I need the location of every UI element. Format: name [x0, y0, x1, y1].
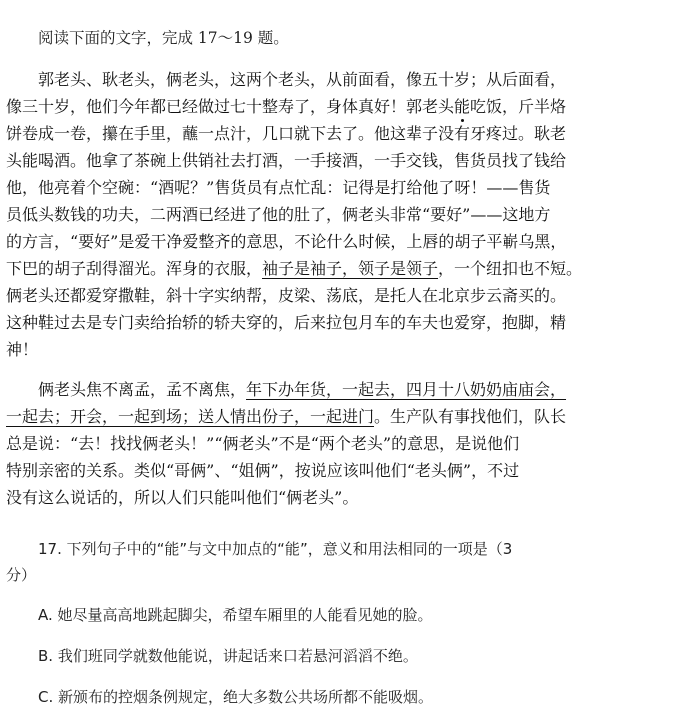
underlined-text: 袖子是袖子，领子是领子	[262, 259, 439, 278]
passage-line: 员低头数钱的功夫，二两酒已经进了他的肚了，俩老头非常“要好”——这地方	[6, 205, 551, 224]
passage-line: 特别亲密的关系。类似“哥俩”、“姐俩”，按说应该叫他们“老头俩”，不过	[6, 461, 520, 480]
passage-line: 总是说：“去！找找俩老头！”“俩老头”不是“两个老头”的意思，是说他们	[6, 434, 520, 453]
passage-line: 没有这么说话的，所以人们只能叫他们“俩老头”。	[6, 488, 359, 507]
question-stem-cont: 分）	[6, 566, 37, 584]
option-a: A. 她尽量高高地跳起脚尖，希望车厢里的人能看见她的脸。	[38, 606, 433, 624]
passage-text: 吃饭，斤半烙	[470, 97, 567, 116]
underlined-text: 一起去；开会，一起到场；送人情出份子，一起进门	[6, 407, 375, 426]
passage-line	[6, 403, 566, 430]
passage-line: 的方言，“要好”是爱干净爱整齐的意思，不论什么时候，上唇的胡子平嶄乌黑，	[6, 232, 567, 251]
instruction-title: 阅读下面的文字，完成 17～19 题。	[38, 29, 289, 47]
passage-text: 俩老头焦不离孟，孟不离焦，	[38, 380, 247, 399]
option-b: B. 我们班同学就数他能说，讲起话来口若悬河滔滔不绝。	[38, 647, 418, 665]
option-c: C. 新颁布的控烟条例规定，绝大多数公共场所都不能吸烟。	[38, 688, 434, 706]
passage-text: ，一个纽扣也不短。	[438, 259, 583, 278]
passage-line	[38, 376, 566, 403]
passage-line: 郭老头、耿老头，俩老头，这两个老头，从前面看，像五十岁；从后面看，	[38, 70, 567, 89]
passage-line: 饼卷成一卷，攥在手里，蘸一点汁，几口就下去了。他这辈子没有牙疼过。耿老	[6, 124, 567, 143]
question-stem: 17. 下列句子中的“能”与文中加点的“能”，意义和用法相同的一项是（3	[38, 540, 513, 558]
dotted-character: 能	[454, 97, 471, 116]
passage-line: 神！	[6, 340, 39, 359]
passage-text: 像三十岁，他们今年都已经做过七十整寿了，身体真好！郭老头	[6, 97, 455, 116]
passage-text: 。生产队有事找他们，队长	[374, 407, 567, 426]
passage-text: 下巴的胡子刮得溜光。浑身的衣服，	[6, 259, 263, 278]
passage-line: 这种鞋过去是专门卖给抬轿的轿夫穿的，后来拉包月车的车夫也爱穿，抱脚，精	[6, 313, 567, 332]
underlined-text: 年下办年货，一起去，四月十八奶奶庙庙会，	[246, 380, 567, 399]
passage-line: 头能喝酒。他拿了茶碗上供销社去打酒，一手接酒，一手交钱，售货员找了钱给	[6, 151, 567, 170]
passage-line: 他，他亮着个空碗：“酒呢？”售货员有点忙乱：记得是打给他了呀！——售货	[6, 178, 551, 197]
passage-line	[6, 255, 582, 282]
passage-line: 俩老头还都爱穿撒鞋，斜十字实纳帮，皮梁、荡底，是托人在北京步云斋买的。	[6, 286, 567, 305]
passage-line	[6, 93, 566, 120]
